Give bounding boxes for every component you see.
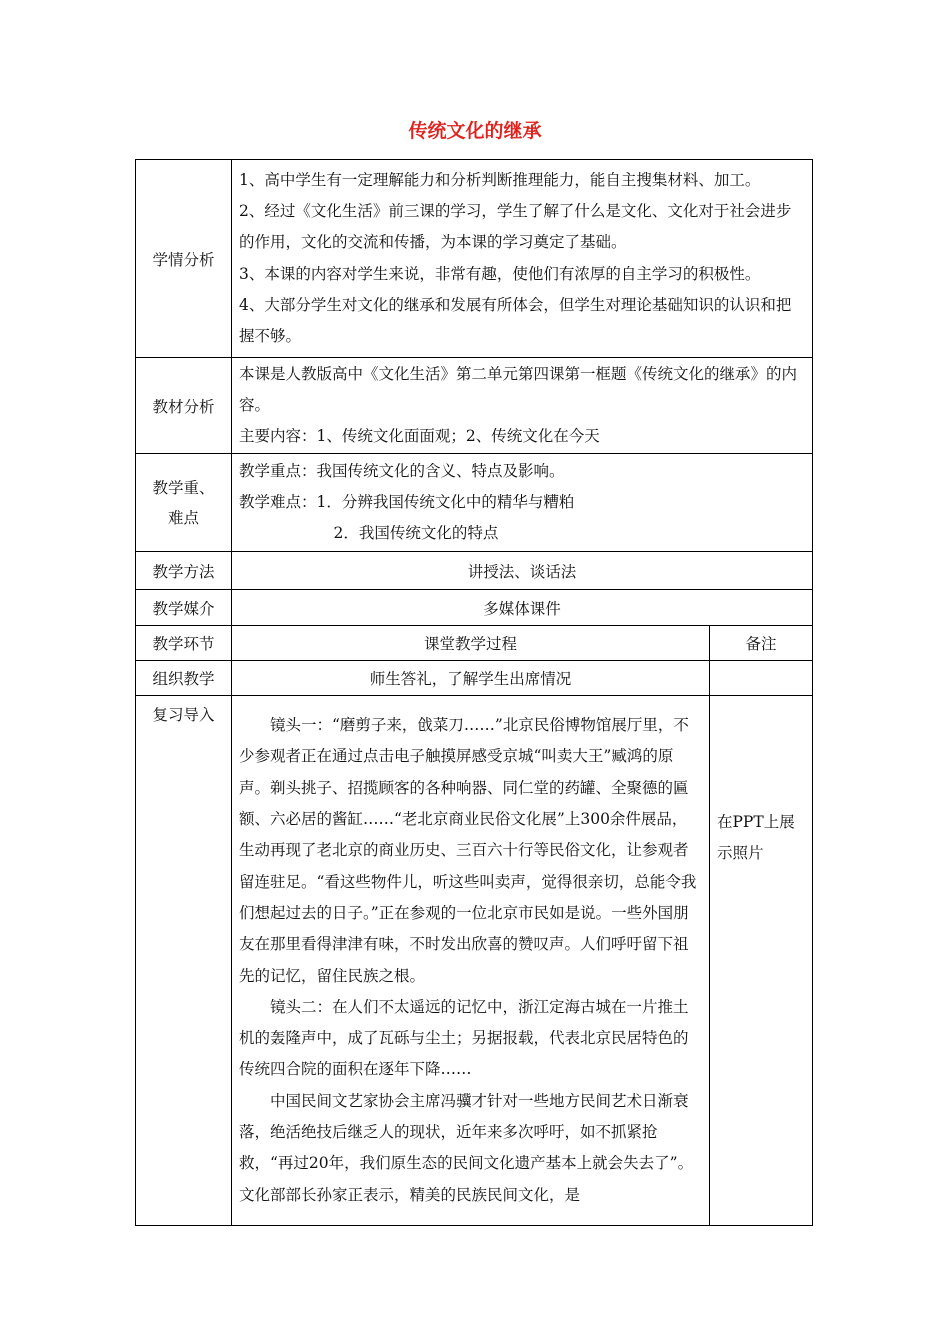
review-note: 在PPT上展示照片 [710, 696, 813, 1226]
label-review: 复习导入 [136, 696, 232, 1226]
student-analysis-line: 2、经过《文化生活》前三课的学习，学生了解了什么是文化、文化对于社会进步的作用，文化的交流和传播，为本课的学习奠定了基础。 [239, 201, 792, 252]
key-point-text: 教学重点：我国传统文化的含义、特点及影响。 [239, 461, 565, 480]
label-organize: 组织教学 [136, 661, 232, 696]
label-method: 教学方法 [136, 552, 232, 590]
difficulty-text-2: 2．我国传统文化的特点 [333, 524, 499, 543]
organize-value: 师生答礼，了解学生出席情况 [232, 661, 710, 696]
key-points-content [232, 454, 813, 552]
media-value: 多媒体课件 [232, 590, 813, 626]
row-key-points [136, 454, 813, 552]
row-student-analysis [136, 160, 813, 358]
label-key-points-line1: 教学重、 [152, 478, 215, 497]
page-title: 传统文化的继承 [408, 120, 542, 142]
student-analysis-line: 3、本课的内容对学生来说，非常有趣，使他们有浓厚的自主学习的积极性。 [239, 264, 761, 283]
review-paragraph: 镜头一：“磨剪子来，戗菜刀……”北京民俗博物馆展厅里，不少参观者正在通过点击电子触摸屏感受京城“叫卖大王”臧鸿的原声。剃头挑子、招揽顾客的各种响器、同仁堂的药罐、全聚德的匾额、六必居的酱缸……“老北京商业民俗文化展”上300余件展品，生动再现了老北京的商业历史、三百六十行等民俗文化，让参观者留连驻足。“看这些物件儿，听这些叫卖声，觉得很亲切，总能令我们想起过去的日子。”正在参观的一位北京市民如是说。一些外国朋友在那里看得津津有味，不时发出欣喜的赞叹声。人们呼吁留下祖先的记忆，留住民族之根。 [239, 716, 697, 985]
label-textbook-analysis: 教材分析 [136, 358, 232, 454]
difficulty-text: 教学难点：1．分辨我国传统文化中的精华与糟粕 [239, 492, 575, 511]
row-header [136, 626, 813, 661]
header-note: 备注 [710, 626, 813, 661]
method-value: 讲授法、谈话法 [232, 552, 813, 590]
review-paragraph: 中国民间文艺家协会主席冯骥才针对一些地方民间艺术日渐衰落，绝活绝技后继乏人的现状，近年来多次呼吁，如不抓紧抢救，“再过20年，我们原生态的民间文化遗产基本上就会失去了”。文化部部长孙家正表示，精美的民族民间文化，是 [239, 1091, 694, 1204]
label-student-analysis: 学情分析 [136, 160, 232, 358]
label-key-points-line2: 难点 [167, 508, 199, 527]
student-analysis-content [232, 160, 813, 358]
header-process: 课堂教学过程 [232, 626, 710, 661]
lesson-plan-table [135, 159, 813, 1226]
label-key-points [136, 454, 232, 552]
review-paragraph: 镜头二：在人们不太遥远的记忆中，浙江定海古城在一片推土机的轰隆声中，成了瓦砾与尘土；另据报载，代表北京民居特色的传统四合院的面积在逐年下降…… [239, 997, 689, 1079]
row-review [136, 696, 813, 1226]
header-stage: 教学环节 [136, 626, 232, 661]
textbook-analysis-content [232, 358, 813, 454]
row-organize [136, 661, 813, 696]
label-media: 教学媒介 [136, 590, 232, 626]
review-content [232, 696, 710, 1226]
row-method [136, 552, 813, 590]
row-textbook-analysis [136, 358, 813, 454]
organize-note [710, 661, 813, 696]
student-analysis-line: 1、高中学生有一定理解能力和分析判断推理能力，能自主搜集材料、加工。 [239, 170, 761, 189]
row-media [136, 590, 813, 626]
textbook-analysis-line: 主要内容：1、传统文化面面观；2、传统文化在今天 [239, 427, 600, 446]
student-analysis-line: 4、大部分学生对文化的继承和发展有所体会，但学生对理论基础知识的认识和把握不够。 [239, 295, 792, 346]
textbook-analysis-line: 本课是人教版高中《文化生活》第二单元第四课第一框题《传统文化的继承》的内容。 [239, 364, 798, 414]
